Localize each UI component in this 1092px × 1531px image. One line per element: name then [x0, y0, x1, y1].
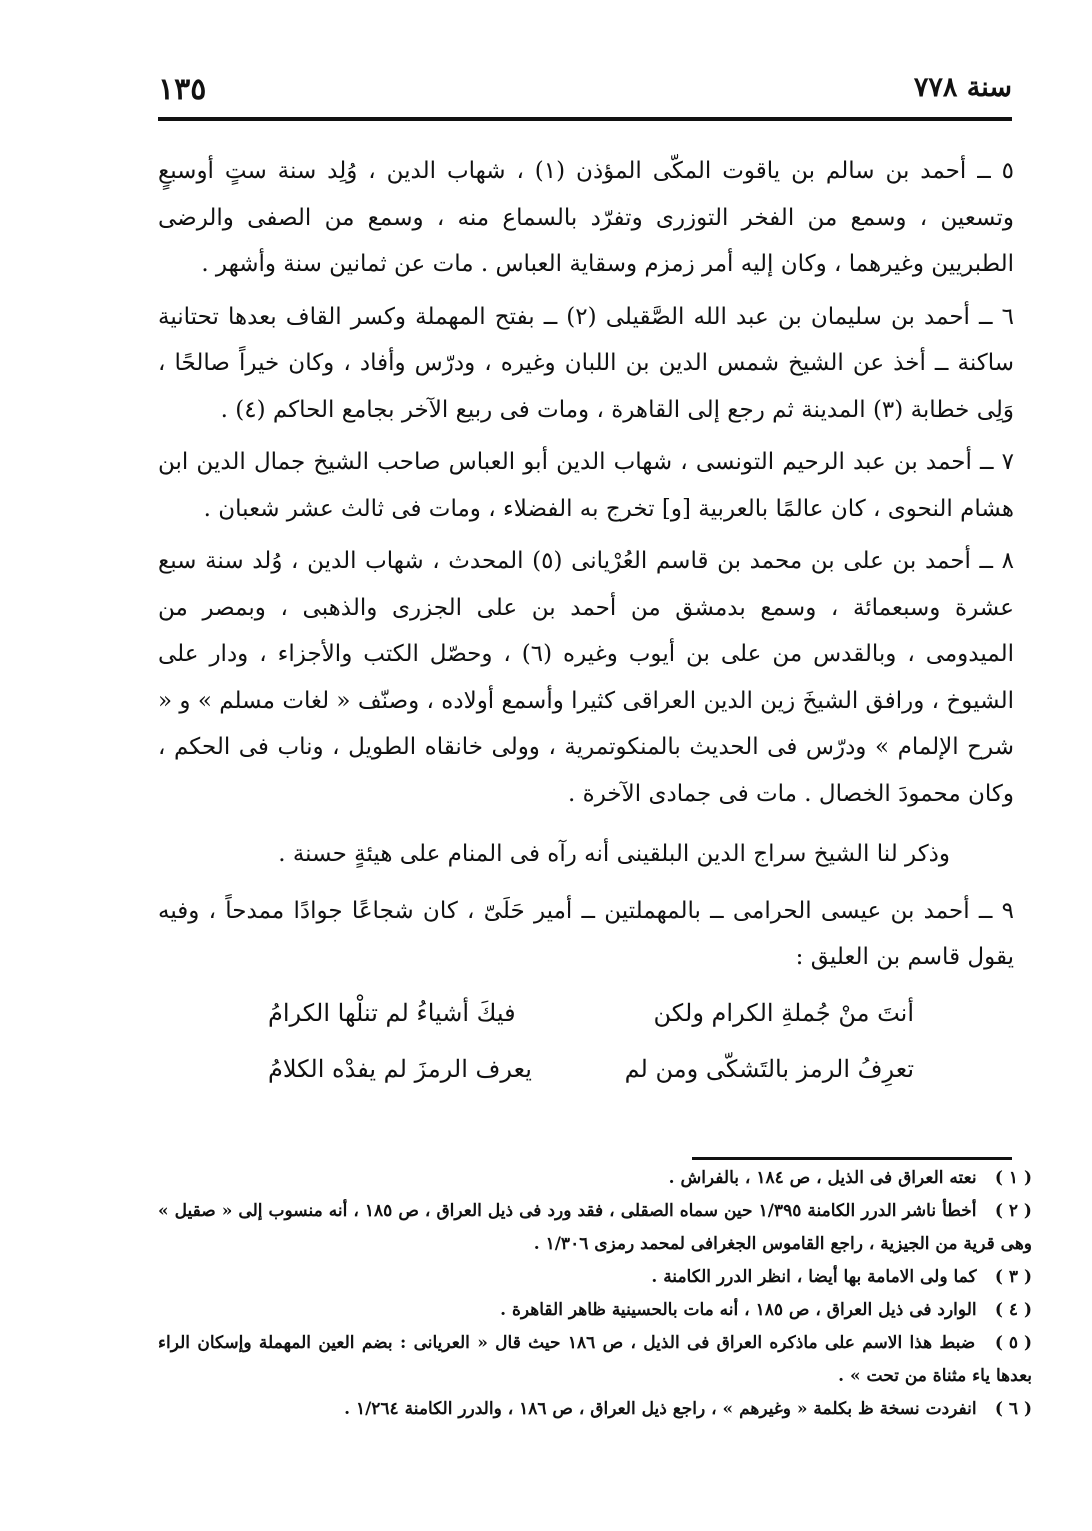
- page-number: ١٣٥: [158, 72, 207, 107]
- footnote-number: ( ٥ ): [994, 1333, 1032, 1353]
- entry-7: ٧ ــ أحمد بن عبد الرحيم التونسى ، شهاب الدين أبو العباس صاحب الشيخ جمال الدين ابن هشام النحوى ، كان عالمًا بالعربية [و] تخرج به الفضلاء ، ومات فى ثالث عشر شعبان .: [158, 449, 1014, 522]
- header-rule: [158, 117, 1012, 121]
- verse-second-hemistich: فيكَ أشياءُ لم تنلْها الكرامُ: [268, 998, 516, 1027]
- footnote: [158, 1294, 1032, 1327]
- footnote-text: نعته العراق فى الذيل ، ص ١٨٤ ، بالفراش .: [668, 1168, 977, 1188]
- entry-6: ٦ ــ أحمد بن سليمان بن عبد الله الصَّقيلى (٢) ــ بفتح المهملة وكسر القاف بعدها تحتانية ساكنة ــ أخذ عن الشيخ شمس الدين بن اللبان وغيره ، ودرّس وأفاد ، وكان خيراً صالحًا ، وَلِى خطابة (٣) المدينة ثم رجع إلى القاهرة ، ومات فى ربيع الآخر بجامع الحاكم (٤) .: [158, 303, 1014, 423]
- footnote-text: الوارد فى ذيل العراق ، ص ١٨٥ ، أنه مات بالحسينية ظاهر القاهرة .: [500, 1300, 977, 1320]
- poem-verse: [268, 1041, 914, 1097]
- poem-verse: [268, 985, 914, 1041]
- footnote: [158, 1195, 1032, 1261]
- entry-8: ٨ ــ أحمد بن على بن محمد بن قاسم العُرْيانى (٥) المحدث ، شهاب الدين ، وُلد سنة سبع عشرة وسبعمائة ، وسمع بدمشق من أحمد بن على الجزرى والذهبى ، وبمصر من الميدومى ، وبالقدس من على بن أيوب وغيره (٦) ، وحصّل الكتب والأجزاء ، ودار على الشيوخ ، ورافق الشيخَ زين الدين العراقى كثيرا وأسمع أولاده ، وصنّف « لغات مسلم » و « شرح الإلمام » ودرّس فى الحديث بالمنكوتمرية ، وولى خانقاه الطويل ، وناب فى الحكم ، وكان محمودَ الخصال . مات فى جمادى الآخرة .: [158, 548, 1014, 807]
- footnote-text: ضبط هذا الاسم على ماذكره العراق فى الذيل ، ص ١٨٦ حيث قال « العريانى : بضم العين المهملة وإسكان الراء بعدها ياء مثناة من تحت » .: [158, 1333, 1032, 1386]
- poem: [268, 985, 914, 1097]
- entry-5: ٥ ــ أحمد بن سالم بن ياقوت المكّى المؤذن (١) ، شهاب الدين ، وُلِد سنة ستٍ أوسبعٍ وتسعين ، وسمع من الفخر التوزرى وتفرّد بالسماع منه ، وسمع من الصفى والرضى الطبريين وغيرهما ، وكان إليه أمر زمزم وسقاية العباس . مات عن ثمانين سنة وأشهر .: [158, 158, 1014, 277]
- footnote: [158, 1162, 1032, 1195]
- footnote: [158, 1393, 1032, 1426]
- footnote-text: انفردت نسخة ظ بكلمة « وغيرهم » ، راجع ذيل العراق ، ص ١٨٦ ، والدرر الكامنة ١/٢٦٤ .: [344, 1399, 977, 1419]
- verse-first-hemistich: أنتَ منْ جُملةِ الكرام ولكن: [653, 998, 914, 1027]
- footnotes-rule: [692, 1157, 1012, 1160]
- remark-paragraph: وذكر لنا الشيخ سراج الدين البلقينى أنه رآه فى المنام على هيئةٍ حسنة .: [278, 841, 950, 867]
- header-year: سنة ٧٧٨: [913, 72, 1012, 103]
- footnote-number: ( ٣ ): [994, 1267, 1032, 1287]
- verse-second-hemistich: يعرف الرمزَ لم يفدْه الكلامُ: [268, 1054, 532, 1083]
- verse-first-hemistich: تعرِفُ الرمز بالتَشكّى ومن لم: [624, 1054, 914, 1083]
- footnote-number: ( ١ ): [994, 1168, 1032, 1188]
- footnote-text: أخطأ ناشر الدرر الكامنة ١/٣٩٥ حين سماه الصقلى ، فقد ورد فى ذيل العراق ، ص ١٨٥ ، أنه منسوب إلى « صقيل » وهى قرية من الجيزية ، راجع القاموس الجغرافى لمحمد رمزى ١/٣٠٦ .: [158, 1201, 1032, 1254]
- running-header: [158, 64, 1012, 116]
- footnote: [158, 1261, 1032, 1294]
- footnote-number: ( ٤ ): [994, 1300, 1032, 1320]
- footnote-number: ( ٦ ): [994, 1399, 1032, 1419]
- footnotes: [158, 1162, 1032, 1426]
- main-text: [158, 148, 1014, 1097]
- footnote-text: كما ولى الامامة بها أيضا ، انظر الدرر الكامنة .: [651, 1267, 977, 1287]
- footnote-number: ( ٢ ): [994, 1201, 1032, 1221]
- entry-9: ٩ ــ أحمد بن عيسى الحرامى ــ بالمهملتين ــ أمير حَلَىّ ، كان شجاعًا جوادًا ممدحاً ، وفيه يقول قاسم بن العليق :: [158, 897, 1014, 970]
- footnote: [158, 1327, 1032, 1393]
